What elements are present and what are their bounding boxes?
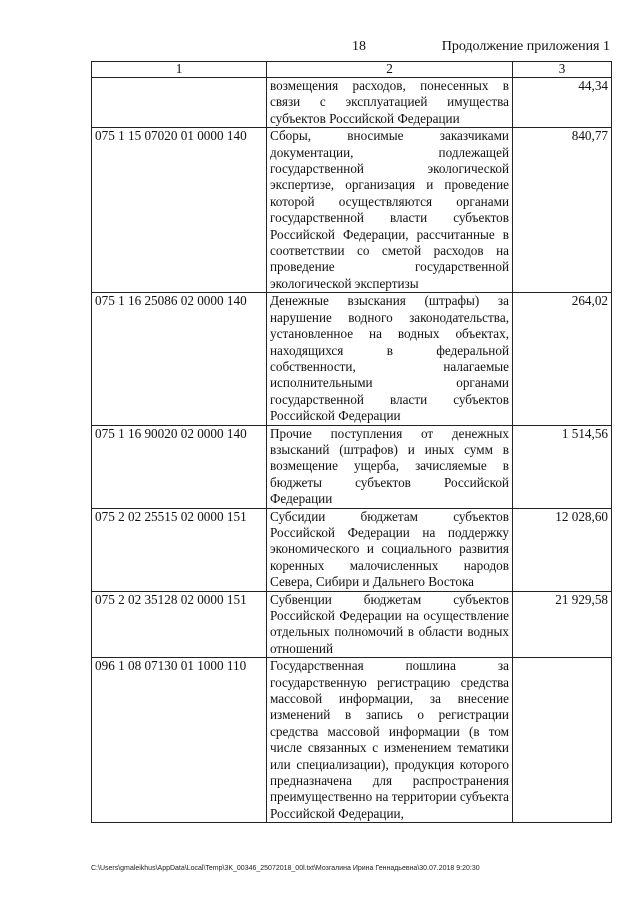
- row-code: 075 1 15 07020 01 0000 140: [92, 128, 267, 293]
- row-description: Денежные взыскания (штрафы) за нарушение водного законодательства, установленное на водных объектах, находящихся в федеральной собственности, налагаемые исполнительными органами государственной власти субъектов Российской Федерации: [267, 293, 513, 425]
- row-code: 075 2 02 25515 02 0000 151: [92, 508, 267, 591]
- row-amount: 21 929,58: [513, 591, 612, 658]
- table-header-row: [92, 62, 612, 78]
- row-description: Субвенции бюджетам субъектов Российской Федерации на осуществление отдельных полномочий в области водных отношений: [267, 591, 513, 658]
- row-amount: 12 028,60: [513, 508, 612, 591]
- column-header: 2: [267, 62, 513, 78]
- table-row: [92, 591, 612, 658]
- row-code: 075 2 02 35128 02 0000 151: [92, 591, 267, 658]
- page-number: 18: [352, 39, 366, 54]
- table-row: [92, 128, 612, 293]
- row-description: Субсидии бюджетам субъектов Российской Федерации на поддержку экономического и социального развития коренных малочисленных народов Севера, Сибири и Дальнего Востока: [267, 508, 513, 591]
- table-row: [92, 78, 612, 128]
- row-amount: 1 514,56: [513, 425, 612, 508]
- row-description: Прочие поступления от денежных взысканий (штрафов) и иных сумм в возмещение ущерба, зачисляемые в бюджеты субъектов Российской Федерации: [267, 425, 513, 508]
- table-row: [92, 293, 612, 425]
- row-code: 096 1 08 07130 01 1000 110: [92, 658, 267, 823]
- row-amount: 264,02: [513, 293, 612, 425]
- continuation-label: Продолжение приложения 1: [441, 39, 610, 54]
- row-amount: [513, 658, 612, 823]
- table-row: [92, 425, 612, 508]
- budget-table: [91, 61, 612, 823]
- table-row: [92, 658, 612, 823]
- row-description: Государственная пошлина за государственную регистрацию средства массовой информации, за внесение изменений в запись о регистрации средства массовой информации (в том числе связанных с изменением тематики или специализации), продукция которого предназначена для распространения преимущественно на территории субъекта Российской Федерации,: [267, 658, 513, 823]
- row-amount: 44,34: [513, 78, 612, 128]
- row-description: возмещения расходов, понесенных в связи с эксплуатацией имущества субъектов Российской Федерации: [267, 78, 513, 128]
- row-amount: 840,77: [513, 128, 612, 293]
- row-code: 075 1 16 90020 02 0000 140: [92, 425, 267, 508]
- row-code: [92, 78, 267, 128]
- table-row: [92, 508, 612, 591]
- row-code: 075 1 16 25086 02 0000 140: [92, 293, 267, 425]
- row-description: Сборы, вносимые заказчиками документации, подлежащей государственной экологической экспертизе, организация и проведение которой осуществляются органами государственной власти субъектов Российской Федерации, рассчитанные в соответствии со сметой расходов на проведение государственной экологической экспертизы: [267, 128, 513, 293]
- document-path-footer: C:\Users\gmaleikhus\AppData\Local\Temp\3K_00346_25072018_00l.txt\Мозгалина Ирина Геннадьевна\30.07.2018 9:20:30: [91, 865, 480, 872]
- column-header: 3: [513, 62, 612, 78]
- column-header: 1: [92, 62, 267, 78]
